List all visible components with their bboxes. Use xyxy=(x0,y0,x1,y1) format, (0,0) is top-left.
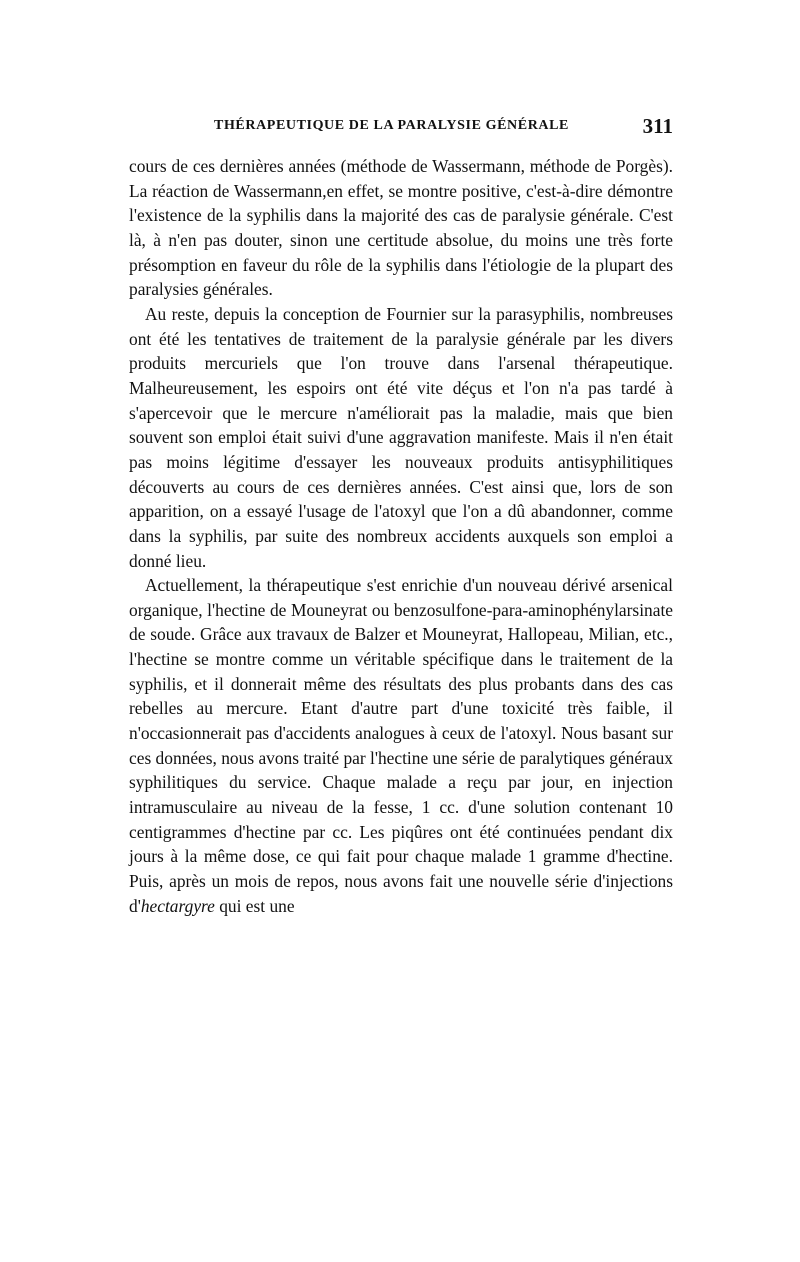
italic-term-hectargyre: hectargyre xyxy=(140,895,215,916)
body-text xyxy=(129,154,673,918)
book-page xyxy=(129,114,673,918)
paragraph-hectine-tail: qui est une xyxy=(214,895,295,916)
paragraph-continuation: cours de ces dernières années (méthode de Wassermann, méthode de Porgès). La réaction de Wassermann,en effet, se montre positive, c'est-à-dire démontre l'existence de la syphilis dans la majorité des cas de paralysie générale. C'est là, à n'en pas douter, sinon une certitude absolue, du moins une très forte présomption en faveur du rôle de la syphilis dans l'étiologie de la plupart des paralysies générales. xyxy=(129,156,673,300)
paragraph-fournier: Au reste, depuis la conception de Fournier sur la parasyphilis, nombreuses ont été les tentatives de traitement de la paralysie générale par les divers produits mercuriels que l'on trouve dans l'arsenal thérapeutique. Malheureusement, les espoirs ont été vite déçus et l'on n'a pas tardé à s'apercevoir que le mercure n'améliorait pas la maladie, mais que bien souvent son emploi était suivi d'une aggravation manifeste. Mais il n'en était pas moins légitime d'essayer les nouveaux produits antisyphilitiques découverts au cours de ces dernières années. C'est ainsi que, lors de son apparition, on a essayé l'usage de l'atoxyl que l'on a dû abandonner, comme dans la syphilis, par suite des nombreux accidents auxquels son emploi a donné lieu. xyxy=(129,303,673,571)
paragraph-hectine-text: Actuellement, la thérapeutique s'est enrichie d'un nouveau dérivé arsenical organique, l'hectine de Mouneyrat ou benzosulfone-para-aminophénylarsinate de soude. Grâce aux travaux de Balzer et Mouneyrat, Hallopeau, Milian, etc., l'hectine se montre comme un véritable spécifique dans le traitement de la syphilis, et il donnerait même des résultats des plus probants dans des cas rebelles au mercure. Etant d'autre part d'une toxicité très faible, il n'occasionnerait pas d'accidents analogues à ceux de l'atoxyl. Nous basant sur ces données, nous avons traité par l'hectine une série de paralytiques généraux syphilitiques du service. Chaque malade a reçu par jour, en injection intramusculaire au niveau de la fesse, 1 cc. d'une solution contenant 10 centigrammes d'hectine par cc. Les piqûres ont été continuées pendant dix jours à la même dose, ce qui fait pour chaque malade 1 gramme d'hectine. Puis, après un mois de repos, nous avons fait une nouvelle série d'injections d' xyxy=(129,575,673,916)
running-header xyxy=(129,114,673,140)
paragraph-hectine xyxy=(129,573,673,918)
running-title: THÉRAPEUTIQUE DE LA PARALYSIE GÉNÉRALE xyxy=(214,118,569,133)
page-number: 311 xyxy=(642,114,673,138)
